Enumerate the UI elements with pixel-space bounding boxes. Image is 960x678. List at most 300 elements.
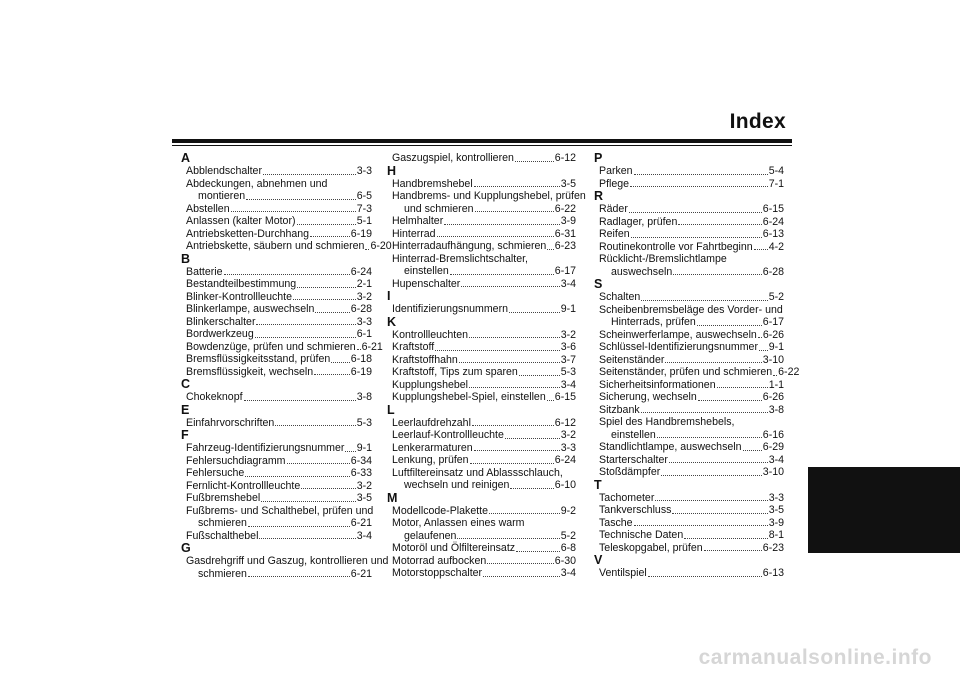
entry-text: Schalten bbox=[599, 291, 641, 303]
entry-text: Helmhalter bbox=[392, 215, 444, 227]
dot-leader bbox=[365, 249, 369, 250]
page-number: 3-3 bbox=[356, 315, 372, 328]
entry-text: Anlassen (kalter Motor) bbox=[186, 215, 296, 227]
index-entry-line bbox=[198, 568, 372, 581]
page-number: 8-1 bbox=[768, 529, 784, 541]
entry-text: Abblendschalter bbox=[186, 165, 262, 177]
index-entry bbox=[392, 505, 576, 518]
dot-leader bbox=[457, 538, 559, 539]
index-entry bbox=[392, 467, 576, 492]
dot-leader bbox=[474, 450, 560, 451]
entry-text: Starterschalter bbox=[599, 453, 668, 466]
dot-leader bbox=[516, 551, 560, 552]
entry-text: Kraftstoff bbox=[392, 341, 435, 353]
index-entry bbox=[392, 417, 576, 430]
dot-leader bbox=[357, 349, 361, 350]
page-number: 3-10 bbox=[762, 466, 784, 478]
dot-leader bbox=[758, 337, 762, 338]
dot-leader bbox=[331, 362, 350, 363]
entry-text: Ventilspiel bbox=[599, 567, 647, 579]
entry-text: Scheinwerferlampe, auswechseln bbox=[599, 328, 757, 341]
section-letter: S bbox=[594, 277, 603, 291]
entry-text: Kupplungshebel bbox=[392, 378, 468, 391]
dot-leader bbox=[297, 287, 356, 288]
page-number: 3-3 bbox=[356, 165, 372, 177]
index-entry bbox=[186, 278, 372, 291]
index-column-1 bbox=[181, 151, 392, 580]
page-number: 6-1 bbox=[356, 328, 372, 340]
page-number: 9-1 bbox=[560, 303, 576, 315]
section-letter: A bbox=[181, 151, 191, 165]
page-number: 3-5 bbox=[356, 492, 372, 504]
index-entry bbox=[186, 366, 372, 379]
entry-text: Bordwerkzeug bbox=[186, 328, 254, 340]
page-number: 3-7 bbox=[560, 353, 576, 366]
dot-leader bbox=[698, 400, 762, 401]
entry-text: auswechseln bbox=[611, 265, 673, 278]
section-letter: B bbox=[181, 251, 191, 266]
index-entry bbox=[599, 203, 784, 216]
page-number: 6-19 bbox=[350, 365, 372, 378]
page-number: 6-8 bbox=[560, 542, 576, 554]
dot-leader bbox=[669, 462, 768, 463]
entry-text: Schlüssel-Identifizierungsnummer bbox=[599, 341, 758, 353]
index-entry bbox=[599, 291, 784, 304]
page-title: Index bbox=[729, 110, 786, 133]
page-number: 6-5 bbox=[356, 190, 372, 202]
dot-leader bbox=[248, 526, 350, 527]
entry-text: Teleskopgabel, prüfen bbox=[599, 541, 703, 554]
index-entry bbox=[186, 505, 372, 530]
dot-leader bbox=[255, 337, 356, 338]
index-column-3 bbox=[594, 151, 800, 580]
page-number: 3-9 bbox=[560, 215, 576, 227]
index-entry bbox=[599, 241, 784, 254]
page-number: 6-12 bbox=[554, 152, 576, 164]
entry-text: Kraftstoffhahn bbox=[392, 353, 458, 366]
section-letter: M bbox=[387, 490, 398, 505]
entry-text: Hinterrad-Bremslichtschalter, bbox=[392, 252, 528, 265]
index-entry bbox=[392, 240, 576, 253]
index-entry bbox=[599, 228, 784, 241]
dot-leader bbox=[641, 412, 768, 413]
dot-leader bbox=[515, 161, 554, 162]
entry-text: Sicherung, wechseln bbox=[599, 391, 697, 403]
entry-text: Einfahrvorschriften bbox=[186, 416, 275, 429]
page-number: 5-3 bbox=[560, 366, 576, 378]
section-letter: F bbox=[181, 428, 189, 442]
entry-text: Motorrad aufbocken bbox=[392, 554, 487, 567]
index-entry bbox=[392, 454, 576, 467]
index-entry bbox=[392, 517, 576, 542]
entry-text: Bestandteilbestimmung bbox=[186, 278, 297, 290]
index-entry bbox=[186, 303, 372, 316]
section-letter: K bbox=[387, 314, 397, 329]
dot-leader bbox=[634, 174, 768, 175]
index-entry bbox=[599, 178, 784, 191]
entry-text: Stoßdämpfer bbox=[599, 466, 661, 478]
entry-text: Hinterradaufhängung, schmieren bbox=[392, 240, 547, 252]
page-number: 6-33 bbox=[350, 467, 372, 479]
index-entry bbox=[599, 379, 784, 392]
page-number: 9-1 bbox=[356, 442, 372, 454]
section-letter: I bbox=[387, 289, 391, 303]
page-number: 6-28 bbox=[350, 303, 372, 315]
entry-text: schmieren bbox=[198, 517, 247, 529]
page-number: 5-1 bbox=[356, 215, 372, 227]
entry-text: Fußbremshebel bbox=[186, 492, 261, 504]
dot-leader bbox=[275, 425, 355, 426]
index-entry bbox=[599, 441, 784, 454]
dot-leader bbox=[641, 300, 767, 301]
entry-text: Bremsflüssigkeit, wechseln bbox=[186, 365, 314, 378]
entry-text: montieren bbox=[198, 190, 246, 202]
dot-leader bbox=[314, 374, 350, 375]
dot-leader bbox=[248, 576, 350, 577]
index-entry bbox=[186, 530, 372, 543]
page-number: 6-26 bbox=[762, 391, 784, 403]
dot-leader bbox=[629, 212, 762, 213]
index-entry bbox=[599, 329, 784, 342]
dot-leader bbox=[519, 375, 560, 376]
page-number: 5-3 bbox=[356, 416, 372, 429]
entry-text: Bowdenzüge, prüfen und schmieren bbox=[186, 340, 356, 353]
entry-text: Handbremshebel bbox=[392, 177, 473, 190]
page-number: 6-17 bbox=[554, 265, 576, 277]
index-entry bbox=[392, 341, 576, 354]
entry-text: einstellen bbox=[404, 265, 449, 277]
entry-text: Fußschalthebel bbox=[186, 529, 259, 542]
page-number: 6-13 bbox=[762, 228, 784, 240]
entry-text: Tasche bbox=[599, 516, 633, 529]
dot-leader bbox=[261, 501, 356, 502]
index-entry-line bbox=[611, 266, 784, 279]
index-entry bbox=[392, 152, 576, 165]
entry-text: einstellen bbox=[611, 428, 656, 441]
index-entry bbox=[186, 165, 372, 178]
index-entry bbox=[186, 328, 372, 341]
index-entry bbox=[186, 455, 372, 468]
dot-leader bbox=[461, 286, 559, 287]
section-letter: C bbox=[181, 377, 191, 391]
dot-leader bbox=[437, 236, 554, 237]
entry-text: Hinterrad bbox=[392, 227, 436, 240]
page-number: 3-4 bbox=[560, 567, 576, 579]
dot-leader bbox=[259, 538, 355, 539]
dot-leader bbox=[244, 400, 356, 401]
entry-text: Abstellen bbox=[186, 202, 230, 215]
dot-leader bbox=[470, 463, 554, 464]
page-number: 4-2 bbox=[768, 240, 784, 253]
entry-text: Kraftstoff, Tips zum sparen bbox=[392, 366, 518, 378]
index-entry bbox=[186, 291, 372, 304]
watermark-footer: carmanualsonline.info bbox=[698, 646, 932, 669]
page-number: 3-2 bbox=[560, 429, 576, 441]
index-entry bbox=[392, 555, 576, 568]
index-entry-line bbox=[611, 429, 784, 442]
index-entry bbox=[392, 429, 576, 442]
page-number: 6-19 bbox=[350, 227, 372, 240]
entry-text: Gasdrehgriff und Gaszug, kontrollieren und bbox=[186, 555, 389, 567]
page-number: 6-22 bbox=[778, 366, 800, 378]
page-number: 3-4 bbox=[560, 378, 576, 391]
page-number: 3-5 bbox=[560, 177, 576, 190]
dot-leader bbox=[630, 186, 768, 187]
page-number: 6-21 bbox=[361, 340, 383, 353]
entry-text: Fehlersuche bbox=[186, 467, 245, 479]
entry-text: Chokeknopf bbox=[186, 391, 243, 403]
entry-text: und schmieren bbox=[404, 202, 474, 215]
page-number: 6-20 bbox=[370, 240, 392, 252]
entry-text: Luftfiltereinsatz und Ablassschlauch, bbox=[392, 466, 563, 479]
page-number: 6-24 bbox=[350, 265, 372, 278]
dot-leader bbox=[287, 463, 350, 464]
page-number: 6-29 bbox=[762, 441, 784, 453]
index-entry-line bbox=[404, 265, 576, 278]
page-number: 6-23 bbox=[554, 240, 576, 252]
entry-text: Lenkung, prüfen bbox=[392, 454, 469, 466]
entry-text: wechseln und reinigen bbox=[404, 479, 510, 491]
dot-leader bbox=[345, 451, 355, 452]
index-entry bbox=[599, 492, 784, 505]
dot-leader bbox=[435, 350, 559, 351]
page-number: 3-8 bbox=[768, 403, 784, 416]
dot-leader bbox=[489, 513, 560, 514]
dot-leader bbox=[678, 224, 761, 225]
page-number: 6-15 bbox=[554, 391, 576, 403]
index-entry bbox=[392, 215, 576, 228]
index-entry bbox=[186, 353, 372, 366]
index-entry bbox=[186, 203, 372, 216]
entry-text: Hupenschalter bbox=[392, 277, 461, 290]
section-letter: P bbox=[594, 151, 603, 165]
entry-text: Batterie bbox=[186, 265, 223, 278]
index-entry bbox=[599, 504, 784, 517]
page-number: 3-3 bbox=[768, 491, 784, 504]
entry-text: Fehlersuchdiagramm bbox=[186, 454, 286, 467]
index-entry bbox=[186, 240, 392, 253]
dot-leader bbox=[483, 576, 560, 577]
dot-leader bbox=[665, 362, 761, 363]
entry-text: Reifen bbox=[599, 228, 630, 240]
section-letter: L bbox=[387, 402, 395, 417]
entry-text: Motoröl und Ölfiltereinsatz bbox=[392, 542, 516, 554]
page-number: 2-1 bbox=[356, 278, 372, 290]
page-number: 3-4 bbox=[356, 529, 372, 542]
dot-leader bbox=[673, 274, 762, 275]
entry-text: Spiel des Handbremshebels, bbox=[599, 416, 735, 428]
index-entry bbox=[392, 253, 576, 278]
dot-leader bbox=[310, 236, 350, 237]
section-letter: T bbox=[594, 477, 602, 492]
page-number: 6-23 bbox=[762, 541, 784, 554]
entry-text: Handbrems- und Kupplungshebel, prüfen bbox=[392, 190, 586, 202]
page-number: 1-1 bbox=[768, 378, 784, 391]
index-entry bbox=[186, 417, 372, 430]
index-entry-line bbox=[198, 190, 372, 203]
index-entry-line bbox=[611, 316, 784, 329]
dot-leader bbox=[547, 249, 554, 250]
entry-text: Pflege bbox=[599, 177, 630, 190]
entry-text: Fernlicht-Kontrollleuchte bbox=[186, 479, 301, 492]
entry-text: Seitenständer bbox=[599, 353, 665, 366]
dot-leader bbox=[672, 513, 767, 514]
index-entry bbox=[599, 466, 784, 479]
index-column-2 bbox=[387, 152, 586, 580]
page-number: 6-10 bbox=[554, 479, 576, 491]
page-number: 3-8 bbox=[356, 391, 372, 403]
entry-text: schmieren bbox=[198, 567, 247, 580]
entry-text: Sitzbank bbox=[599, 403, 640, 416]
dot-leader bbox=[657, 437, 762, 438]
dot-leader bbox=[773, 375, 777, 376]
index-entry bbox=[392, 442, 576, 455]
entry-text: Parken bbox=[599, 165, 633, 177]
entry-text: Identifizierungsnummern bbox=[392, 303, 508, 315]
entry-text: Blinkerlampe, auswechseln bbox=[186, 303, 315, 315]
entry-text: Fahrzeug-Identifizierungsnummer bbox=[186, 442, 345, 454]
index-entry bbox=[186, 266, 372, 279]
page-number: 3-2 bbox=[356, 479, 372, 492]
index-entry bbox=[186, 467, 372, 480]
dot-leader bbox=[704, 550, 762, 551]
dot-leader bbox=[547, 400, 554, 401]
header-rule-thin bbox=[172, 145, 792, 146]
entry-text: Kupplungshebel-Spiel, einstellen bbox=[392, 391, 546, 403]
index-entry bbox=[599, 454, 784, 467]
page-number: 6-21 bbox=[350, 517, 372, 529]
index-entry-line bbox=[404, 203, 576, 216]
index-entry bbox=[599, 391, 784, 404]
page-number: 6-24 bbox=[554, 454, 576, 466]
section-letter: H bbox=[387, 163, 397, 178]
section-letter: E bbox=[181, 402, 190, 417]
dot-leader bbox=[224, 274, 350, 275]
index-entry-line bbox=[198, 517, 372, 530]
page-number: 9-2 bbox=[560, 504, 576, 517]
page-number: 3-4 bbox=[560, 277, 576, 290]
dot-leader bbox=[256, 324, 355, 325]
entry-text: Routinekontrolle vor Fahrtbeginn bbox=[599, 240, 753, 253]
page-number: 3-6 bbox=[560, 341, 576, 353]
index-entry bbox=[186, 215, 372, 228]
page-number: 3-2 bbox=[356, 290, 372, 303]
section-letter: G bbox=[181, 541, 191, 555]
index-entry bbox=[599, 567, 784, 580]
page-number: 5-2 bbox=[768, 291, 784, 303]
page-number: 6-22 bbox=[554, 202, 576, 215]
entry-text: Blinkerschalter bbox=[186, 315, 256, 328]
page-number: 7-1 bbox=[768, 177, 784, 190]
index-entry bbox=[392, 228, 576, 241]
index-entry bbox=[599, 517, 784, 530]
entry-text: Blinker-Kontrollleuchte bbox=[186, 290, 292, 303]
index-entry bbox=[392, 542, 576, 555]
entry-text: Leerlauf-Kontrollleuchte bbox=[392, 429, 504, 441]
page-number: 6-31 bbox=[554, 227, 576, 240]
entry-text: Radlager, prüfen bbox=[599, 215, 678, 228]
entry-text: Kontrollleuchten bbox=[392, 328, 468, 341]
entry-text: Hinterrads, prüfen bbox=[611, 316, 696, 328]
index-entry bbox=[599, 304, 784, 329]
dot-leader bbox=[293, 299, 356, 300]
entry-text: Motor, Anlassen eines warm bbox=[392, 517, 525, 529]
dot-leader bbox=[444, 224, 559, 225]
entry-text: Antriebsketten-Durchhang bbox=[186, 227, 310, 240]
page-number: 6-12 bbox=[554, 416, 576, 429]
index-entry bbox=[392, 354, 576, 367]
index-entry bbox=[186, 492, 372, 505]
entry-text: Leerlaufdrehzahl bbox=[392, 416, 471, 429]
index-entry bbox=[392, 278, 576, 291]
dot-leader bbox=[474, 186, 560, 187]
page-number: 6-15 bbox=[762, 203, 784, 215]
page-number: 6-18 bbox=[350, 353, 372, 365]
index-entry bbox=[186, 442, 372, 455]
section-letter: V bbox=[594, 553, 603, 567]
index-entry bbox=[599, 341, 784, 354]
index-entry bbox=[599, 253, 784, 278]
entry-text: Modellcode-Plakette bbox=[392, 504, 488, 517]
dot-leader bbox=[648, 576, 762, 577]
dot-leader bbox=[450, 274, 554, 275]
entry-text: Antriebskette, säubern und schmieren bbox=[186, 240, 365, 252]
index-entry bbox=[392, 379, 576, 392]
page-number: 3-4 bbox=[768, 453, 784, 466]
entry-text: Fußbrems- und Schalthebel, prüfen und bbox=[186, 504, 374, 517]
dot-leader bbox=[469, 387, 560, 388]
index-entry bbox=[186, 555, 389, 580]
entry-text: Tachometer bbox=[599, 491, 655, 504]
dot-leader bbox=[631, 237, 762, 238]
dot-leader bbox=[697, 325, 762, 326]
page-number: 9-1 bbox=[768, 341, 784, 353]
section-letter: R bbox=[594, 189, 604, 203]
dot-leader bbox=[509, 312, 560, 313]
index-entry bbox=[392, 391, 576, 404]
dot-leader bbox=[487, 563, 554, 564]
dot-leader bbox=[301, 488, 355, 489]
dot-leader bbox=[754, 249, 768, 250]
index-entry bbox=[599, 165, 784, 178]
dot-leader bbox=[459, 362, 560, 363]
page-number: 5-2 bbox=[560, 529, 576, 542]
dot-leader bbox=[759, 350, 768, 351]
index-entry bbox=[599, 529, 784, 542]
dot-leader bbox=[475, 211, 554, 212]
entry-text: Motorstoppschalter bbox=[392, 567, 483, 579]
index-entry bbox=[186, 228, 372, 241]
index-entry bbox=[392, 329, 576, 342]
page-number: 6-21 bbox=[350, 567, 372, 580]
page-number: 3-2 bbox=[560, 328, 576, 341]
dot-leader bbox=[634, 525, 768, 526]
dot-leader bbox=[263, 174, 356, 175]
dot-leader bbox=[655, 500, 767, 501]
page-number: 3-9 bbox=[768, 516, 784, 529]
dot-leader bbox=[231, 211, 356, 212]
page-number: 3-3 bbox=[560, 441, 576, 454]
entry-text: Tankverschluss bbox=[599, 504, 672, 516]
dot-leader bbox=[684, 538, 767, 539]
entry-text: Scheibenbremsbeläge des Vorder- und bbox=[599, 303, 783, 316]
entry-text: Sicherheitsinformationen bbox=[599, 378, 716, 391]
index-entry-line bbox=[404, 479, 576, 492]
entry-text: Bremsflüssigkeitsstand, prüfen bbox=[186, 353, 331, 365]
dot-leader bbox=[245, 476, 350, 477]
dot-leader bbox=[472, 425, 554, 426]
page-number: 6-16 bbox=[762, 428, 784, 441]
